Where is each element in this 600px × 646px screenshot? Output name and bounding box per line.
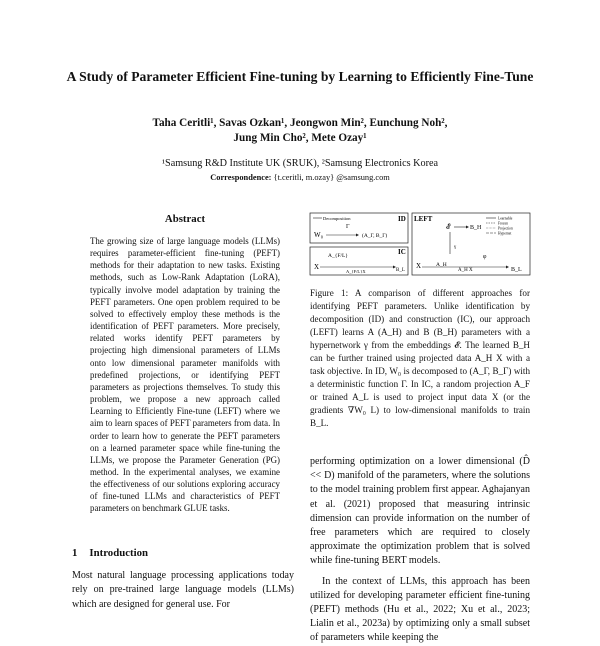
- id-arrow-head: [356, 234, 359, 237]
- left-arrow-head: [506, 266, 509, 269]
- ahx-label: A_H X: [458, 268, 473, 273]
- legend-learnable: Learnable: [498, 216, 513, 221]
- gamma-label: Γ: [346, 224, 350, 230]
- left-label: LEFT: [414, 215, 433, 223]
- abstract-heading: Abstract: [164, 213, 206, 225]
- abstract-text: The growing size of large language models (LLMs) requires parameter-efficient fine-tuning (PEFT) methods for their adaptation to new tasks. Existing methods, such as Low-Rank Adaptation (LoRA), typically involve model adaptation by training the PEFT parameters. One open problem required to be solved to effectively employ these methods is the identification of PEFT parameters. More precisely, related works identify PEFT parameters by projecting high dimensional parameters of LLMs onto low dimensional parameter manifolds with predefined projections, or identifying PEFT parameters as projections themselves. To study this problem, we propose a new approach called Learning to Efficiently Fine-tune (LEFT) where we aim to learn spaces of PEFT parameters from data. In order to learn how to generate the PEFT parameters on a learned parameter space while fine-tuning the LLMs, we propose the Parameter Generation (PG) method. In the experimental analyses, we examine the effectiveness of our solutions exploring accuracy of fine-tuned LLMs and characteristics of PEFT parameters on benchmark GLUE tasks.: [90, 236, 280, 514]
- legend-hypernet: Hypernet: [498, 231, 512, 236]
- section-introduction-heading: [72, 547, 292, 559]
- right-column-text: [310, 455, 530, 646]
- afl-sub-label: A_{F/L}X: [346, 269, 366, 274]
- authors-line-2: Jung Min Cho², Mete Ozay¹: [233, 131, 367, 144]
- bl-label-left: B_L: [511, 267, 522, 273]
- gamma-small-label: γ: [454, 245, 457, 250]
- section-title: Introduction: [89, 547, 149, 559]
- legend-frozen: Frozen: [498, 221, 508, 226]
- introduction-text: Most natural language processing applications today rely on pre-trained large language models (LLMs) which are designed for general use. For: [72, 570, 294, 610]
- correspondence: [80, 172, 520, 184]
- correspondence-label: Correspondence:: [210, 173, 272, 182]
- right-column-paragraph-2: In the context of LLMs, this approach has been utilized for developing parameter efficient fine-tuning (PEFT) methods (Hu et al., 2022; Xu et al., 2023; Lialin et al., 2023a) by optimizing only a small subset of parameters while keeping the: [310, 575, 530, 644]
- agbg-label: (A_Γ, B_Γ): [362, 233, 388, 239]
- section-number: 1: [72, 547, 78, 559]
- x-label-left: X: [416, 262, 422, 270]
- figure-1-caption: Figure 1: A comparison of different approaches for identifying PEFT parameters. Unlike identification by decomposition (ID) and construction (IC), our approach (LEFT) learns A (A_H) and B (B_H) parameters with a hypernetwork γ from the embeddings 𝓔. The learned B_H can be further trained using projected data A_H X with a task objective. In ID, W₀ is decomposed to (A_Γ, B_Γ) with a deterministic function Γ. In IC, a random projection A_F or trained A_L is used to project input data X (or the gradients ∇W₀ L) to low-dimensional manifolds to train B_L.: [310, 288, 530, 428]
- author-list: [80, 116, 520, 145]
- ah-label: A_H: [436, 262, 447, 268]
- id-label: ID: [398, 215, 406, 223]
- w0-label: W₀: [314, 231, 324, 239]
- bh-label: B_H: [470, 225, 482, 231]
- right-column-paragraph-1: performing optimization on a lower dimensional (D̂ << D) manifold of the parameters, where the solutions to the model training problem first appear. Aghajanyan et al. (2021) proposed that measuring intrinsic dimension can provide information on the number of free parameters which are required to closely approximate the optimization problem that is solved while fine-tuning BERT models.: [310, 456, 530, 567]
- x-label-ic: X: [314, 263, 320, 271]
- figure-1-diagram: [308, 210, 532, 282]
- ic-label: IC: [398, 248, 406, 256]
- eps-label: 𝓔: [446, 223, 451, 231]
- bl-label-ic: B_L: [396, 268, 405, 273]
- legend-projection: Projection: [498, 226, 513, 231]
- correspondence-emails: {t.ceritli, m.ozay} @samsung.com: [273, 173, 390, 182]
- affiliations: ¹Samsung R&D Institute UK (SRUK), ²Samsung Electronics Korea: [161, 158, 439, 169]
- af-label: A_{F/L}: [328, 253, 348, 259]
- authors-line-1: Taha Ceritli¹, Savas Ozkan¹, Jeongwon Min², Eunchung Noh²,: [152, 117, 448, 129]
- decomposition-label: Decomposition: [323, 216, 351, 221]
- paper-title: A Study of Parameter Efficient Fine-tuning by Learning to Efficiently Fine-Tune: [66, 69, 534, 84]
- eps-arrow-head: [466, 226, 469, 229]
- phi-label: φ: [483, 254, 487, 260]
